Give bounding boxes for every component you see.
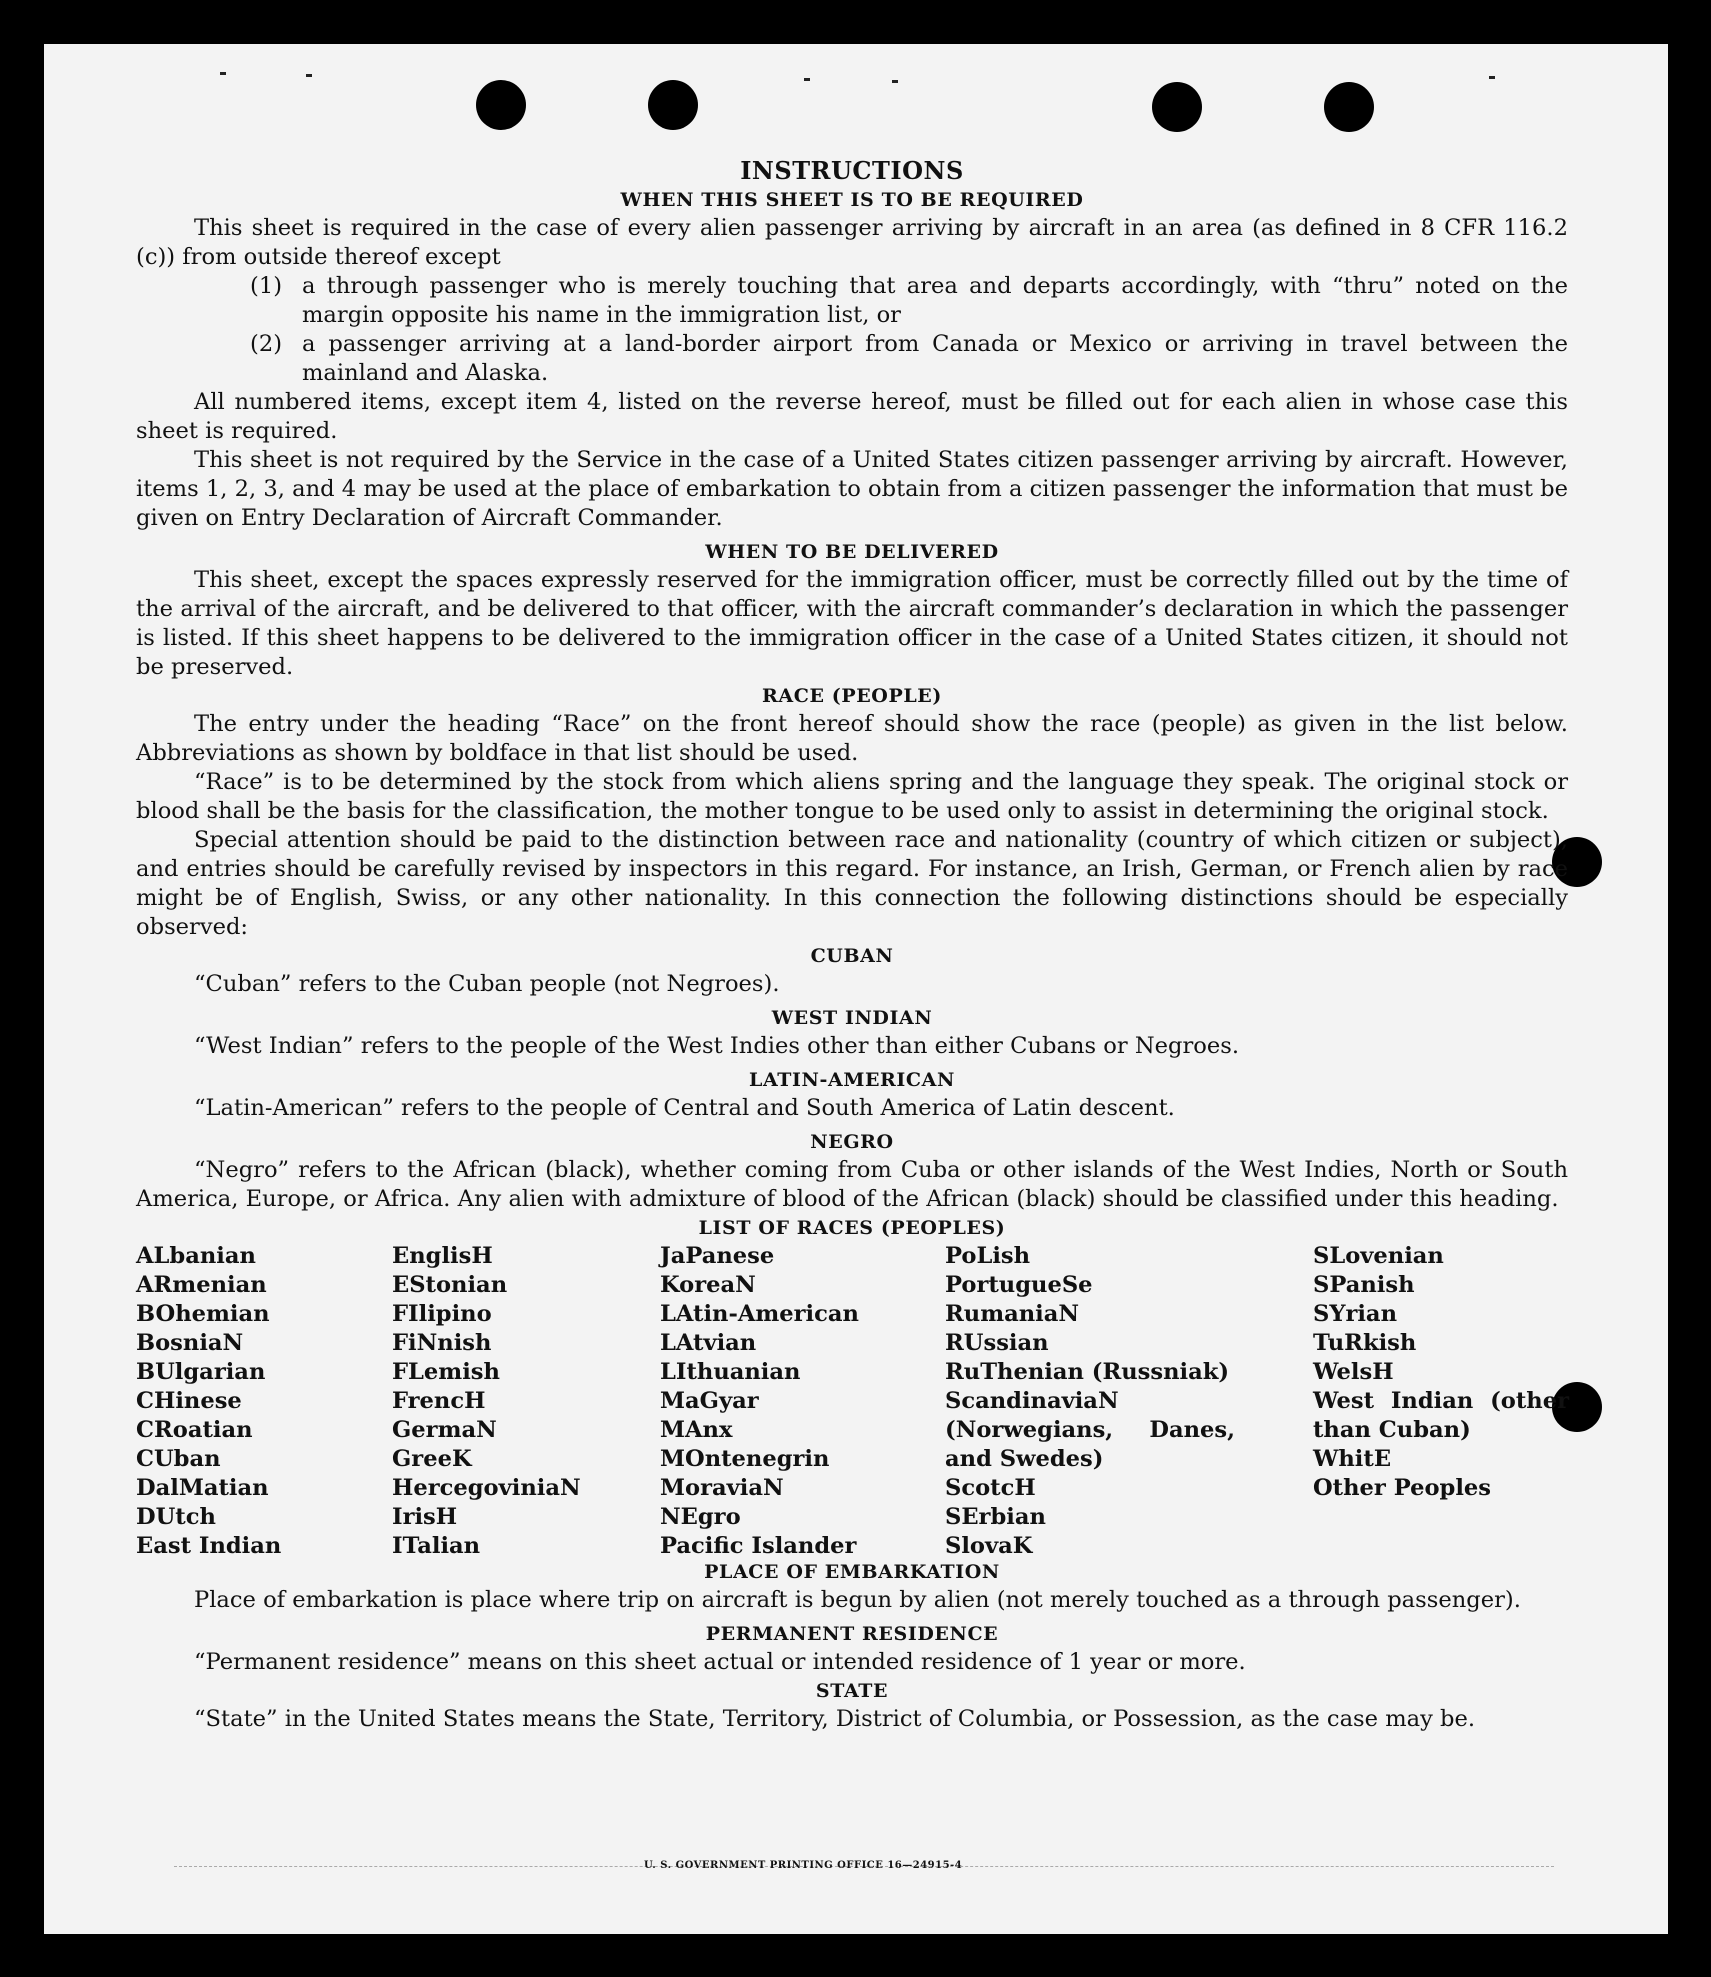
race-item: FiNnish: [392, 1330, 492, 1356]
paragraph: “Race” is to be determined by the stock from which aliens spring and the language they speak. The original stock or blood shall be the basis for the classification, the mother tongue to be used only to assist in determining the original stock.: [136, 769, 1568, 824]
ink-speck: [220, 72, 226, 75]
race-item: RuThenian (Russniak): [945, 1359, 1230, 1385]
paragraph: “Latin-American” refers to the people of Central and South America of Latin descent.: [194, 1095, 1175, 1121]
race-item: ScotcH: [945, 1475, 1036, 1501]
race-item: ScandinaviaN (Norwegians, Danes, and Swedes): [945, 1388, 1235, 1472]
race-item: MaGyar: [660, 1388, 759, 1414]
race-item: ARmenian: [136, 1272, 267, 1298]
race-item: ITalian: [392, 1533, 481, 1559]
item-number: (2): [250, 331, 283, 357]
printer-imprint: U. S. GOVERNMENT PRINTING OFFICE 16—24915-4: [644, 1860, 963, 1871]
paragraph: “Cuban” refers to the Cuban people (not Negroes).: [194, 971, 780, 997]
race-item: MoraviaN: [660, 1475, 784, 1501]
race-item: SlovaK: [945, 1533, 1033, 1559]
race-item: SPanish: [1313, 1272, 1415, 1298]
race-column: [660, 1242, 859, 1561]
ink-speck: [804, 78, 810, 81]
race-item: East Indian: [136, 1533, 282, 1559]
section-heading: CUBAN: [810, 945, 894, 967]
race-item: CHinese: [136, 1388, 242, 1414]
race-column: [136, 1242, 281, 1561]
section-heading: PERMANENT RESIDENCE: [705, 1623, 999, 1645]
race-item: West Indian (other than Cuban): [1313, 1388, 1569, 1443]
race-item: SErbian: [945, 1504, 1046, 1530]
race-item: DUtch: [136, 1504, 216, 1530]
race-item: IrisH: [392, 1504, 458, 1530]
race-item: JaPanese: [660, 1243, 775, 1269]
race-column: [945, 1242, 1235, 1561]
race-item: WhitE: [1313, 1446, 1392, 1472]
race-item: TuRkish: [1313, 1330, 1417, 1356]
race-item: EnglisH: [392, 1243, 493, 1269]
race-item: PortugueSe: [945, 1272, 1093, 1298]
ink-speck: [892, 80, 898, 83]
section-heading: WHEN TO BE DELIVERED: [705, 541, 999, 563]
race-item: Other Peoples: [1313, 1475, 1491, 1501]
race-item: BUlgarian: [136, 1359, 266, 1385]
race-item: MOntenegrin: [660, 1446, 830, 1472]
race-item: LAtvian: [660, 1330, 757, 1356]
race-item: LIthuanian: [660, 1359, 801, 1385]
race-item: PoLish: [945, 1243, 1031, 1269]
document-sheet: [44, 44, 1668, 1934]
paragraph: “State” in the United States means the State, Territory, District of Columbia, or Possession, as the case may be.: [194, 1706, 1476, 1732]
section-heading: WEST INDIAN: [771, 1007, 933, 1029]
race-item: Pacific Islander: [660, 1533, 857, 1559]
paragraph: “Negro” refers to the African (black), whether coming from Cuba or other islands of the West Indies, North or South America, Europe, or Africa. Any alien with admixture of blood of the African (black) should be classified under this heading.: [136, 1157, 1568, 1212]
section-heading: WHEN THIS SHEET IS TO BE REQUIRED: [620, 189, 1084, 211]
section-heading: STATE: [815, 1680, 889, 1702]
paragraph: “Permanent residence” means on this sheet actual or intended residence of 1 year or more.: [194, 1649, 1246, 1675]
race-list: [136, 1242, 1568, 1558]
item-text: a passenger arriving at a land-border airport from Canada or Mexico or arriving in travel between the mainland and Alaska.: [302, 331, 1568, 386]
paragraph: This sheet is not required by the Service in the case of a United States citizen passenger arriving by aircraft. However, items 1, 2, 3, and 4 may be used at the place of embarkation to obtain from a citizen passenger the information that must be given on Entry Declaration of Aircraft Commander.: [136, 447, 1568, 531]
race-item: RUssian: [945, 1330, 1049, 1356]
race-item: FIlipino: [392, 1301, 492, 1327]
race-item: GreeK: [392, 1446, 472, 1472]
race-column: [392, 1242, 581, 1561]
paragraph: Place of embarkation is place where trip on aircraft is begun by alien (not merely touched as a through passenger).: [194, 1587, 1521, 1613]
item-number: (1): [250, 273, 283, 299]
race-item: DalMatian: [136, 1475, 269, 1501]
race-item: WelsH: [1313, 1359, 1394, 1385]
race-item: CRoatian: [136, 1417, 253, 1443]
section-heading: LATIN-AMERICAN: [749, 1069, 955, 1091]
race-item: BosniaN: [136, 1330, 244, 1356]
race-item: FLemish: [392, 1359, 500, 1385]
list-item: [250, 272, 1568, 330]
instructions-content: [136, 116, 1568, 1734]
list-item: [250, 330, 1568, 388]
race-item: LAtin-American: [660, 1301, 859, 1327]
section-heading: RACE (PEOPLE): [762, 685, 942, 707]
paragraph: This sheet, except the spaces expressly reserved for the immigration officer, must be correctly filled out by the time of the arrival of the aircraft, and be delivered to that officer, with the aircraft commander’s declaration in which the passenger is listed. If this sheet happens to be delivered to the immigration officer in the case of a United States citizen, it should not be preserved.: [136, 567, 1568, 680]
race-item: SLovenian: [1313, 1243, 1444, 1269]
race-item: HercegoviniaN: [392, 1475, 581, 1501]
race-item: ALbanian: [136, 1243, 256, 1269]
ink-speck: [306, 74, 312, 77]
race-item: EStonian: [392, 1272, 508, 1298]
race-item: CUban: [136, 1446, 221, 1472]
paragraph: This sheet is required in the case of every alien passenger arriving by aircraft in an area (as defined in 8 CFR 116.2 (c)) from outside thereof except: [136, 215, 1568, 270]
paragraph: All numbered items, except item 4, listed on the reverse hereof, must be filled out for each alien in whose case this sheet is required.: [136, 389, 1568, 444]
section-heading: PLACE OF EMBARKATION: [704, 1561, 1000, 1583]
document-title: INSTRUCTIONS: [740, 156, 964, 185]
race-item: GermaN: [392, 1417, 497, 1443]
ink-speck: [1489, 76, 1495, 79]
race-item: NEgro: [660, 1504, 741, 1530]
race-item: MAnx: [660, 1417, 733, 1443]
race-column: [1313, 1242, 1569, 1503]
race-item: SYrian: [1313, 1301, 1397, 1327]
race-item: RumaniaN: [945, 1301, 1080, 1327]
paragraph: Special attention should be paid to the distinction between race and nationality (country of which citizen or subject), and entries should be carefully revised by inspectors in this regard. For instance, an Irish, German, or French alien by race might be of English, Swiss, or any other nationality. In this connection the following distinctions should be especially observed:: [136, 827, 1568, 940]
item-text: a through passenger who is merely touching that area and departs accordingly, with “thru” noted on the margin opposite his name in the immigration list, or: [302, 273, 1568, 328]
section-heading: LIST OF RACES (PEOPLES): [698, 1217, 1006, 1239]
race-item: BOhemian: [136, 1301, 270, 1327]
race-item: KoreaN: [660, 1272, 756, 1298]
race-item: FrencH: [392, 1388, 486, 1414]
paragraph: “West Indian” refers to the people of the West Indies other than either Cubans or Negroes.: [194, 1033, 1240, 1059]
paragraph: The entry under the heading “Race” on the front hereof should show the race (people) as given in the list below. Abbreviations as shown by boldface in that list should be used.: [136, 711, 1568, 766]
section-heading: NEGRO: [810, 1131, 894, 1153]
